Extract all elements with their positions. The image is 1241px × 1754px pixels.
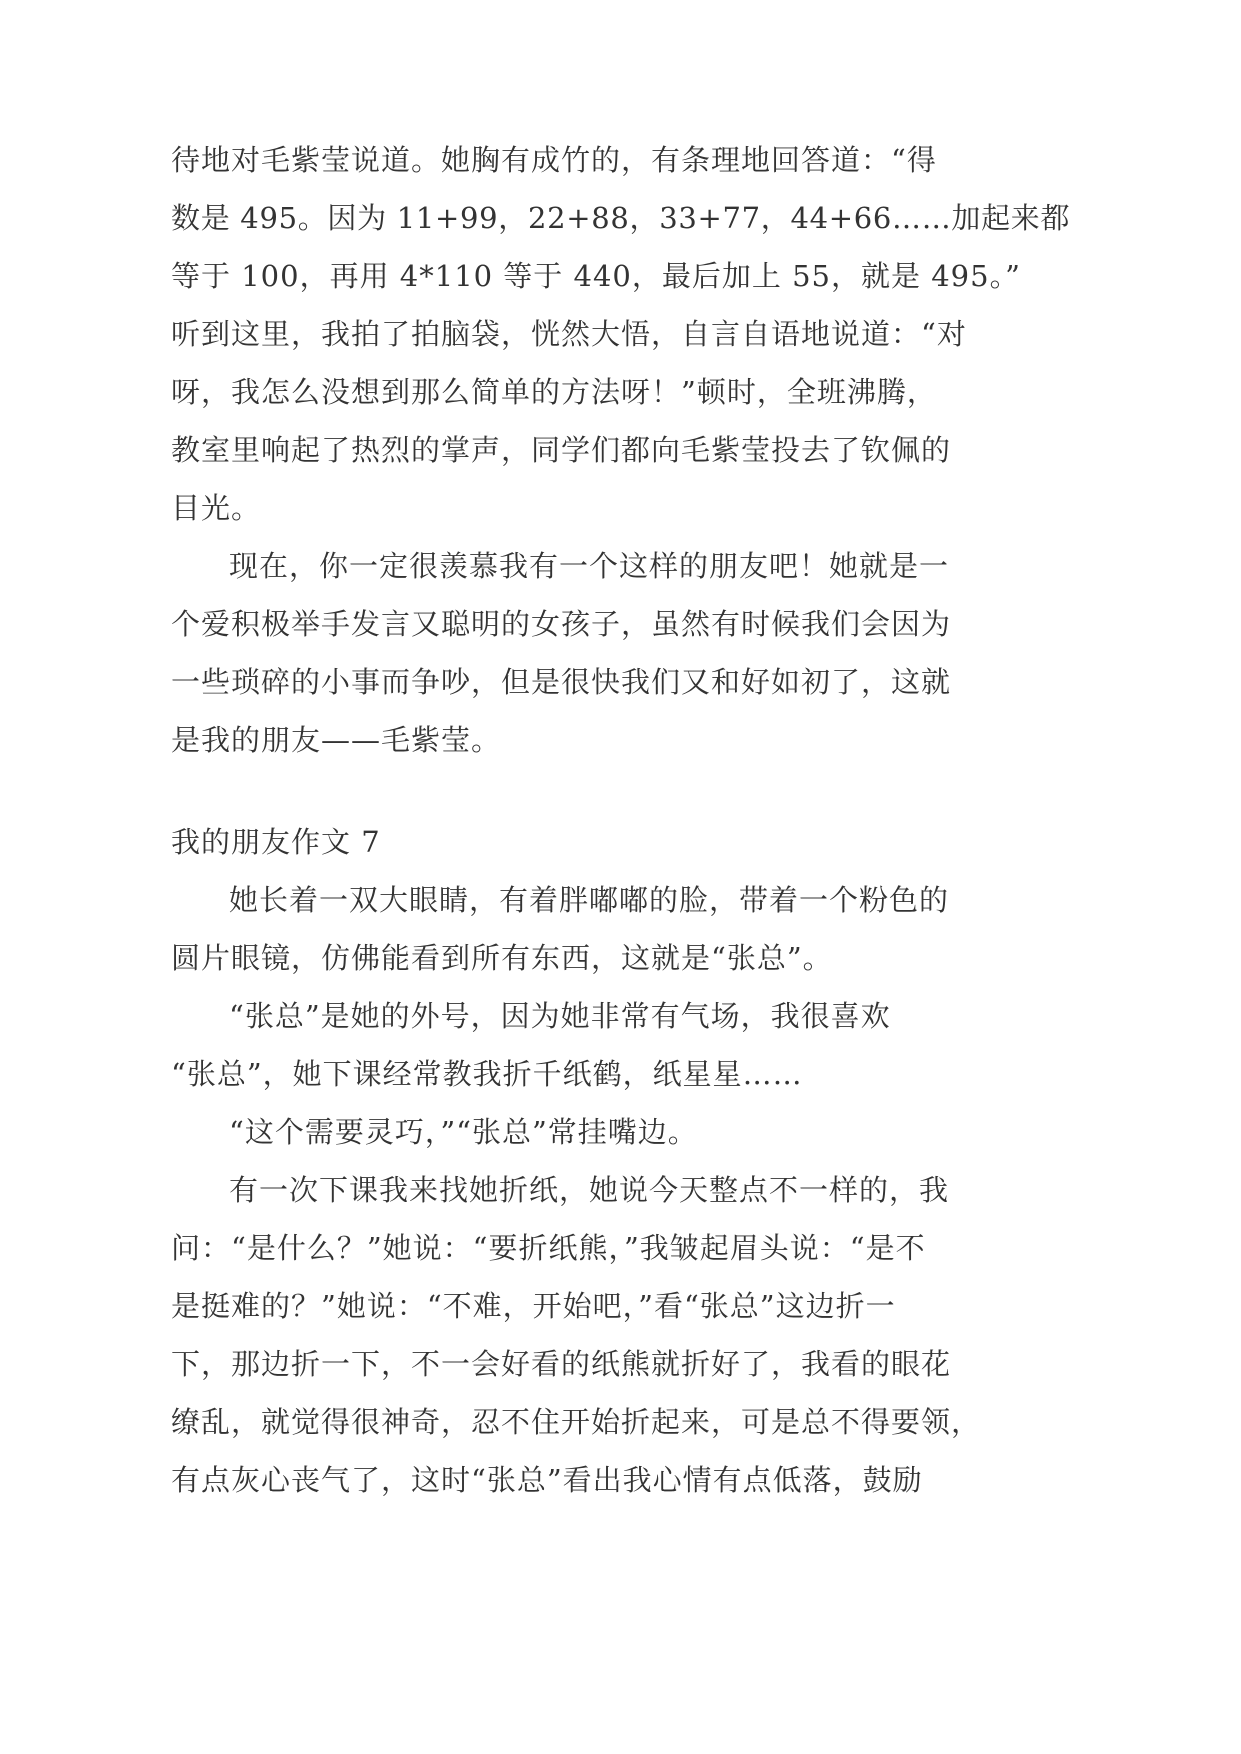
text-line — [0, 1228, 1241, 1268]
text-line — [0, 198, 1241, 238]
text-line-content: 听到这里，我拍了拍脑袋，恍然大悟，自言自语地说道：“对 — [171, 317, 967, 351]
text-line — [0, 1344, 1241, 1384]
text-line-content: 下，那边折一下，不一会好看的纸熊就折好了，我看的眼花 — [171, 1347, 952, 1381]
text-line — [0, 996, 1241, 1036]
section-heading-text: 我的朋友作文 7 — [171, 825, 381, 859]
text-line-content: 待地对毛紫莹说道。她胸有成竹的，有条理地回答道：“得 — [171, 143, 937, 177]
text-line — [0, 1112, 1241, 1152]
text-line-content: “张总”是她的外号，因为她非常有气场，我很喜欢 — [229, 999, 891, 1033]
text-line — [0, 880, 1241, 920]
text-line-content: 有点灰心丧气了，这时“张总”看出我心情有点低落，鼓励 — [171, 1463, 923, 1497]
text-line — [0, 488, 1241, 528]
text-line — [0, 1054, 1241, 1094]
text-line-content: 有一次下课我来找她折纸，她说今天整点不一样的，我 — [229, 1173, 950, 1207]
text-line — [0, 430, 1241, 470]
text-line-content: 等于 100，再用 4*110 等于 440，最后加上 55，就是 495。” — [171, 259, 1021, 293]
text-line-content: 现在，你一定很羡慕我有一个这样的朋友吧！她就是一 — [229, 549, 950, 583]
text-line-content: 呀，我怎么没想到那么简单的方法呀！”顿时，全班沸腾， — [171, 375, 937, 409]
text-line — [0, 720, 1241, 760]
text-line-content: 一些琐碎的小事而争吵，但是很快我们又和好如初了，这就 — [171, 665, 952, 699]
text-line-content: “张总”，她下课经常教我折千纸鹤，纸星星…… — [171, 1057, 803, 1091]
section-heading — [0, 822, 1241, 862]
text-line-content: 缭乱，就觉得很神奇，忍不住开始折起来，可是总不得要领， — [171, 1405, 982, 1439]
text-line-content: 是我的朋友——毛紫莹。 — [171, 723, 502, 757]
text-line-content: 问：“是什么？”她说：“要折纸熊，”我皱起眉头说：“是不 — [171, 1231, 926, 1265]
text-line — [0, 140, 1241, 180]
text-line — [0, 1170, 1241, 1210]
text-line — [0, 1460, 1241, 1500]
text-line — [0, 546, 1241, 586]
text-line — [0, 938, 1241, 978]
text-line-content: 数是 495。因为 11+99，22+88，33+77，44+66……加起来都 — [171, 201, 1071, 235]
text-line — [0, 662, 1241, 702]
text-line-content: 目光。 — [171, 491, 262, 525]
text-line-content: 她长着一双大眼睛，有着胖嘟嘟的脸，带着一个粉色的 — [229, 883, 950, 917]
text-line-content: “这个需要灵巧，”“张总”常挂嘴边。 — [229, 1115, 698, 1149]
text-line — [0, 604, 1241, 644]
text-line — [0, 314, 1241, 354]
text-line-content: 是挺难的？”她说：“不难，开始吧，”看“张总”这边折一 — [171, 1289, 896, 1323]
text-line — [0, 1286, 1241, 1326]
text-line — [0, 372, 1241, 412]
text-line-content: 教室里响起了热烈的掌声，同学们都向毛紫莹投去了钦佩的 — [171, 433, 952, 467]
text-line-content: 个爱积极举手发言又聪明的女孩子，虽然有时候我们会因为 — [171, 607, 952, 641]
text-line-content: 圆片眼镜，仿佛能看到所有东西，这就是“张总”。 — [171, 941, 833, 975]
text-line — [0, 1402, 1241, 1442]
text-line — [0, 256, 1241, 296]
